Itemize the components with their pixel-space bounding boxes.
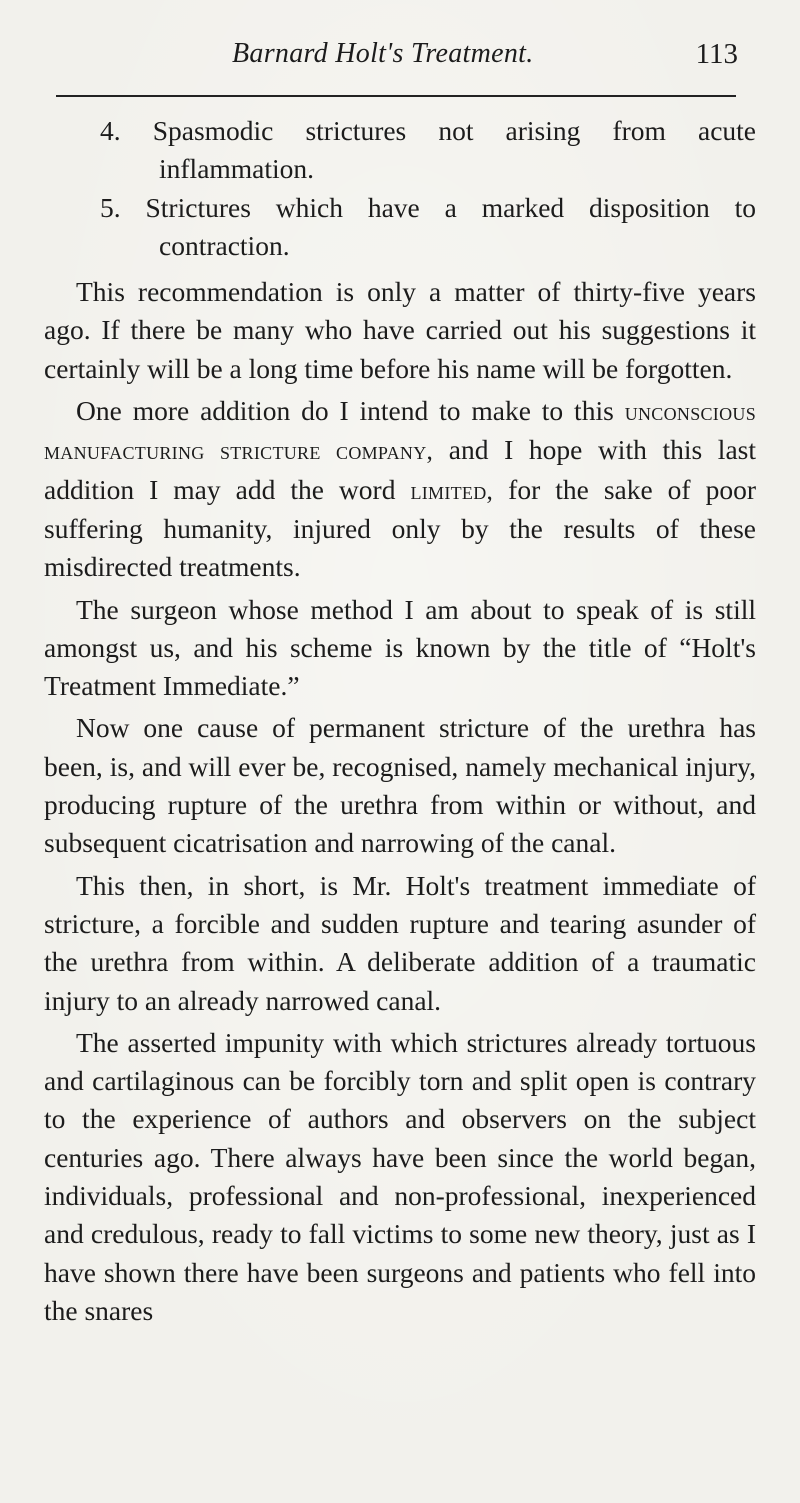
- page-number: 113: [695, 38, 738, 70]
- paragraph-treatment: This then, in short, is Mr. Holt's treatment immediate of stricture, a forcible and sudden rupture and tearing asunder of the urethra from within. A deliberate addition of a traumatic injury to an already narrowed canal.: [44, 869, 756, 1016]
- list-item: [44, 189, 756, 266]
- limited-word: limited,: [410, 476, 494, 505]
- list-item: [44, 112, 756, 189]
- page-header: [52, 38, 752, 82]
- list-item-text: Strictures which have a marked disposition to contraction.: [145, 191, 756, 261]
- paragraph-surgeon: The surgeon whose method I am about to speak of is still amongst us, and his scheme is known by the title of “Holt's Treatment Immediate.”: [44, 593, 756, 702]
- header-rule: [56, 95, 736, 97]
- paragraph-company-text: for the sake of poor suffering humanity, injured only by the results of these misdirected treatments.: [44, 473, 756, 583]
- paragraph-company: [44, 392, 756, 586]
- paragraph-impunity: The asserted impunity with which strictures already tortuous and cartilaginous can be forcibly torn and split open is contrary to the experience of authors and observers on the subject centuries ago. There always have been since the world began, individuals, professional and non-professional, inexperienced and credulous, ready to fall victims to some new theory, just as I have shown there have been surgeons and patients who fell into the snares: [44, 1026, 756, 1326]
- running-title: Barnard Holt's Treatment.: [232, 38, 534, 69]
- list-item-number: 4.: [100, 115, 121, 146]
- list-item-text: Spasmodic strictures not arising from acute inflammation.: [152, 115, 756, 185]
- list-item-number: 5.: [100, 191, 121, 223]
- paragraph-recommendation: This recommendation is only a matter of thirty-five years ago. If there be many who have carried out his suggestions it certainly will be a long time before his name will be forgotten.: [44, 276, 756, 384]
- paragraph-company-text: One more addition do I intend to make to this: [76, 395, 614, 427]
- company-name: unconscious manufacturing stricture company,: [44, 398, 757, 466]
- paragraph-cause: Now one cause of permanent stricture of the urethra has been, is, and will ever be, recognised, namely mechanical injury, producing rupture of the urethra from within or without, and subsequent cicatrisation and narrowing of the canal.: [44, 712, 756, 859]
- paragraph-company-text: and I hope with this last addition I may add the word: [44, 434, 756, 505]
- body-text: [44, 112, 756, 1330]
